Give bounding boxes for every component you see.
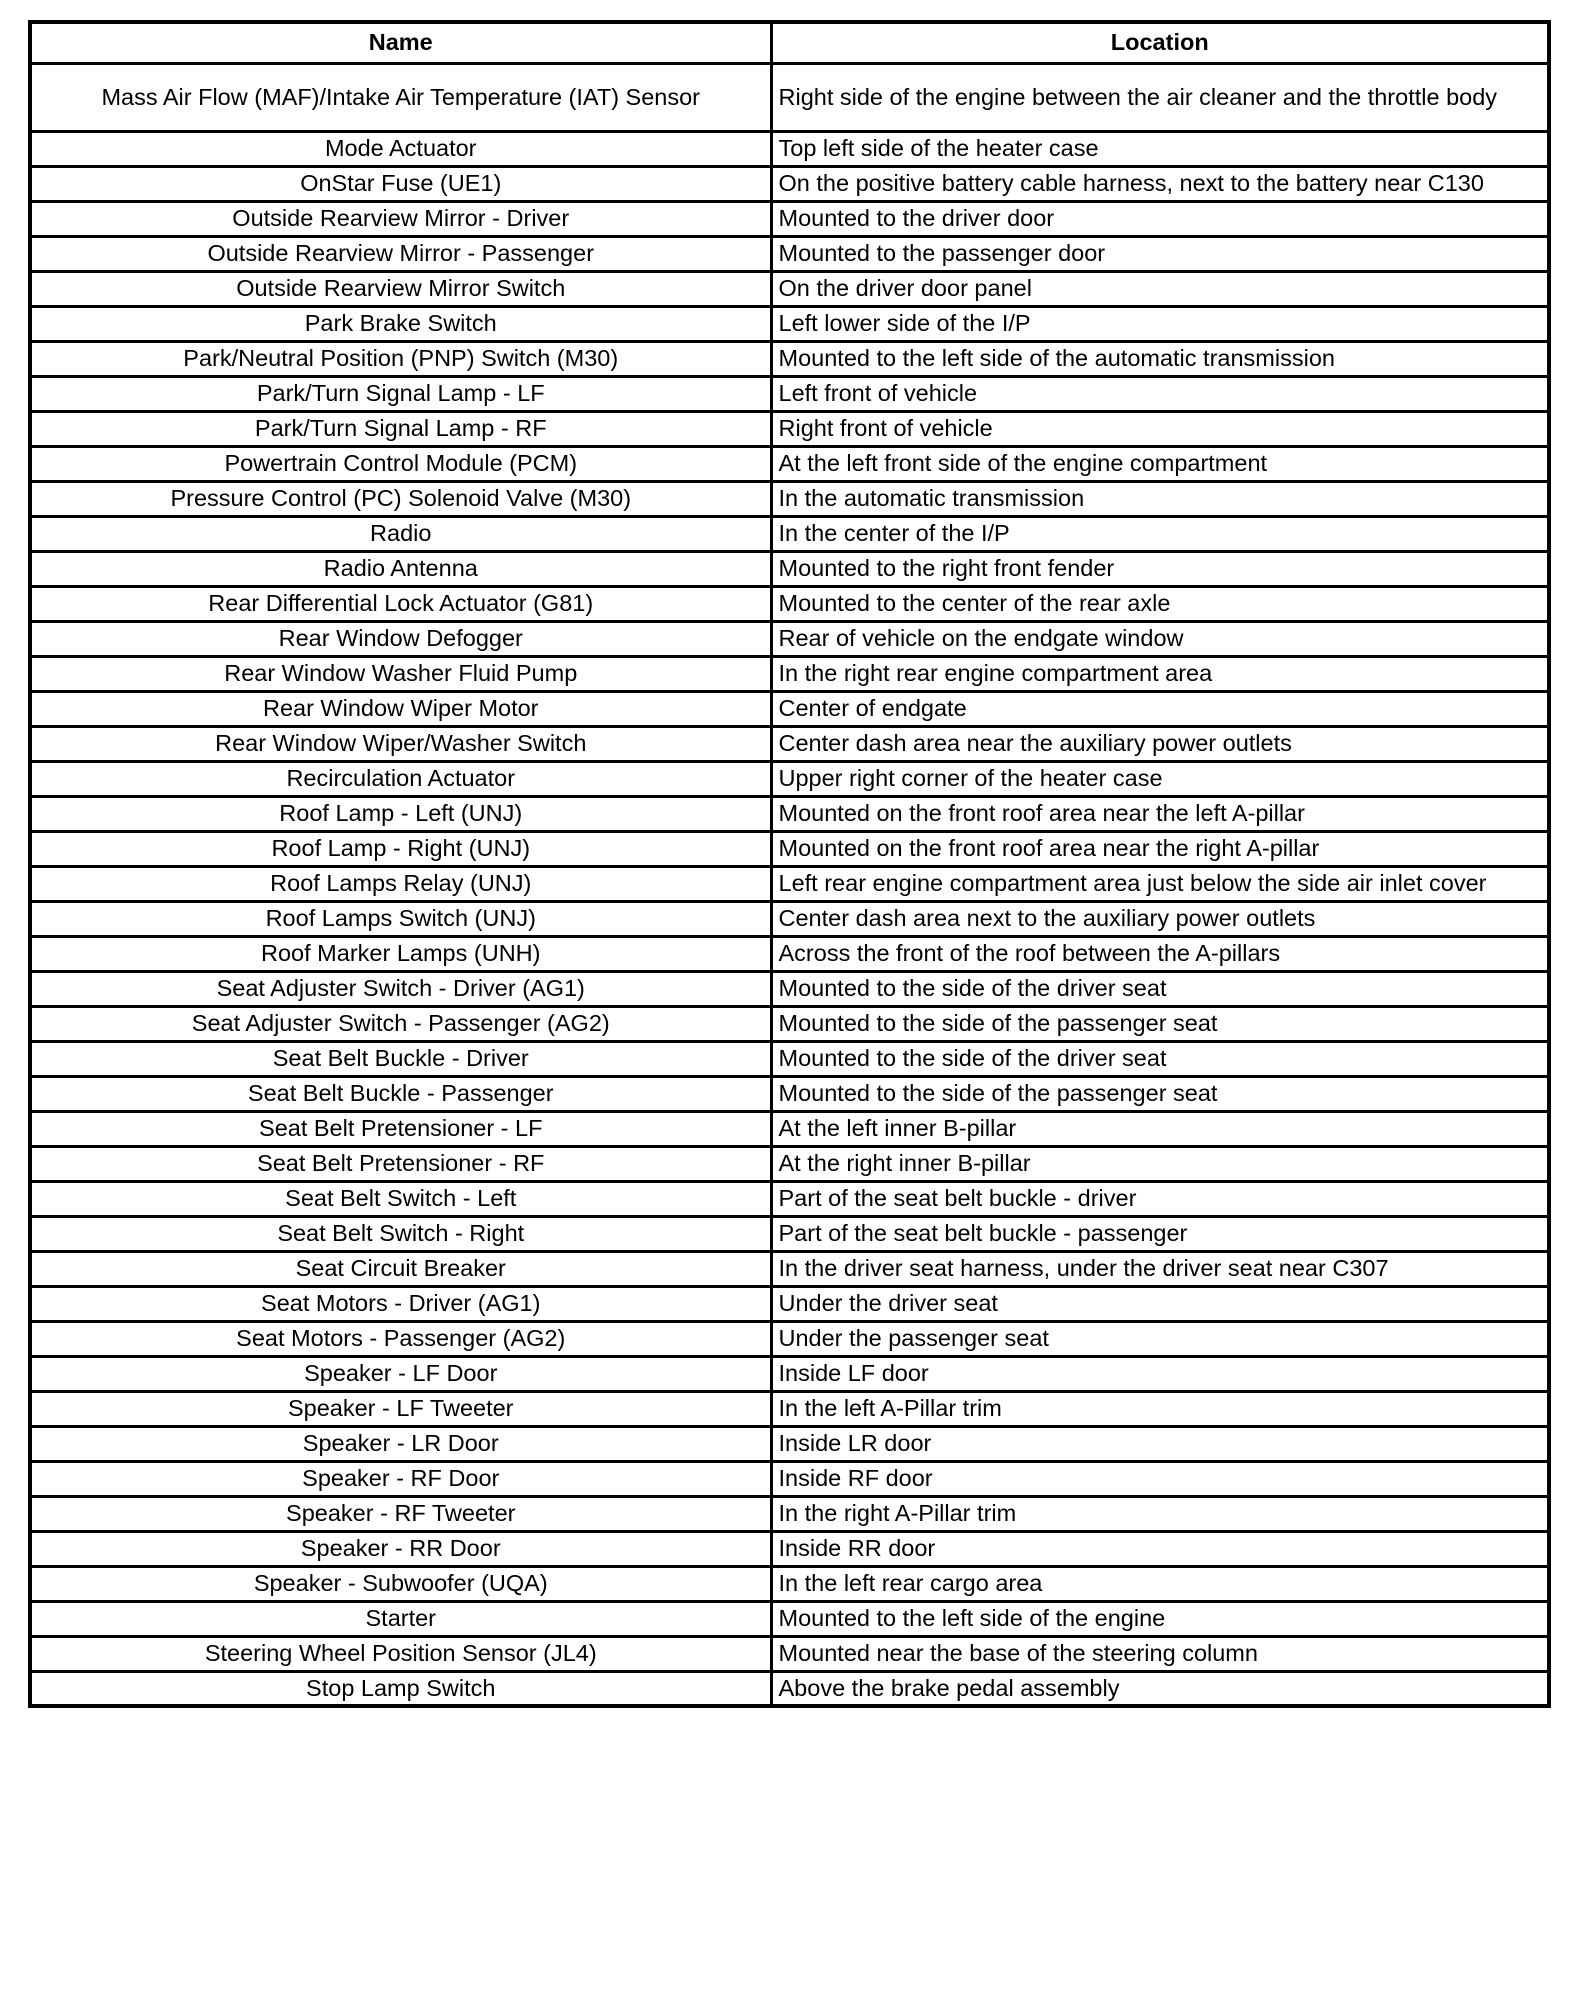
table-row bbox=[30, 1041, 1549, 1076]
component-location-cell: Center dash area near the auxiliary power outlets bbox=[771, 726, 1549, 761]
component-location-cell: Across the front of the roof between the A-pillars bbox=[771, 936, 1549, 971]
column-header-name: Name bbox=[30, 22, 771, 63]
component-name-cell: Steering Wheel Position Sensor (JL4) bbox=[30, 1636, 771, 1671]
table-row bbox=[30, 971, 1549, 1006]
component-name-cell: Roof Lamp - Left (UNJ) bbox=[30, 796, 771, 831]
component-name-cell: Seat Belt Buckle - Passenger bbox=[30, 1076, 771, 1111]
table-row bbox=[30, 1601, 1549, 1636]
table-row bbox=[30, 446, 1549, 481]
component-location-cell: Under the driver seat bbox=[771, 1286, 1549, 1321]
component-location-cell: Inside LF door bbox=[771, 1356, 1549, 1391]
component-location-cell: Right front of vehicle bbox=[771, 411, 1549, 446]
component-location-cell: Mounted to the side of the driver seat bbox=[771, 1041, 1549, 1076]
table-row bbox=[30, 271, 1549, 306]
table-row bbox=[30, 1286, 1549, 1321]
component-name-cell: Seat Belt Pretensioner - LF bbox=[30, 1111, 771, 1146]
component-name-cell: Radio bbox=[30, 516, 771, 551]
component-name-cell: Seat Belt Switch - Left bbox=[30, 1181, 771, 1216]
table-body bbox=[30, 63, 1549, 1706]
component-name-cell: Rear Window Defogger bbox=[30, 621, 771, 656]
component-name-cell: Powertrain Control Module (PCM) bbox=[30, 446, 771, 481]
component-location-cell: Mounted on the front roof area near the right A-pillar bbox=[771, 831, 1549, 866]
component-name-cell: Rear Window Washer Fluid Pump bbox=[30, 656, 771, 691]
table-row bbox=[30, 481, 1549, 516]
component-name-cell: Pressure Control (PC) Solenoid Valve (M30) bbox=[30, 481, 771, 516]
table-row bbox=[30, 586, 1549, 621]
table-row bbox=[30, 376, 1549, 411]
component-location-cell: Left lower side of the I/P bbox=[771, 306, 1549, 341]
component-location-cell: Mounted to the right front fender bbox=[771, 551, 1549, 586]
component-name-cell: OnStar Fuse (UE1) bbox=[30, 166, 771, 201]
component-name-cell: Seat Belt Pretensioner - RF bbox=[30, 1146, 771, 1181]
component-name-cell: Mode Actuator bbox=[30, 131, 771, 166]
table-row bbox=[30, 551, 1549, 586]
table-row bbox=[30, 656, 1549, 691]
component-location-cell: Mounted to the passenger door bbox=[771, 236, 1549, 271]
component-location-cell: Right side of the engine between the air cleaner and the throttle body bbox=[771, 63, 1549, 131]
component-location-cell: Left front of vehicle bbox=[771, 376, 1549, 411]
table-row bbox=[30, 1111, 1549, 1146]
column-header-location: Location bbox=[771, 22, 1549, 63]
table-row bbox=[30, 411, 1549, 446]
component-name-cell: Speaker - Subwoofer (UQA) bbox=[30, 1566, 771, 1601]
component-location-cell: In the left A-Pillar trim bbox=[771, 1391, 1549, 1426]
component-location-cell: Mounted to the side of the driver seat bbox=[771, 971, 1549, 1006]
table-row bbox=[30, 726, 1549, 761]
component-name-cell: Rear Window Wiper/Washer Switch bbox=[30, 726, 771, 761]
component-name-cell: Speaker - RF Tweeter bbox=[30, 1496, 771, 1531]
component-location-cell: Under the passenger seat bbox=[771, 1321, 1549, 1356]
table-row bbox=[30, 201, 1549, 236]
component-name-cell: Outside Rearview Mirror - Driver bbox=[30, 201, 771, 236]
component-location-cell: In the right rear engine compartment area bbox=[771, 656, 1549, 691]
component-location-cell: Center dash area next to the auxiliary power outlets bbox=[771, 901, 1549, 936]
table-row bbox=[30, 1356, 1549, 1391]
component-location-cell: In the driver seat harness, under the driver seat near C307 bbox=[771, 1251, 1549, 1286]
component-location-cell: Part of the seat belt buckle - passenger bbox=[771, 1216, 1549, 1251]
component-name-cell: Outside Rearview Mirror Switch bbox=[30, 271, 771, 306]
table-row bbox=[30, 1531, 1549, 1566]
table-row bbox=[30, 1076, 1549, 1111]
component-location-cell: Mounted to the driver door bbox=[771, 201, 1549, 236]
document-page bbox=[28, 20, 1547, 1708]
component-location-cell: On the driver door panel bbox=[771, 271, 1549, 306]
component-name-cell: Roof Lamps Relay (UNJ) bbox=[30, 866, 771, 901]
component-location-cell: On the positive battery cable harness, next to the battery near C130 bbox=[771, 166, 1549, 201]
component-name-cell: Speaker - LF Door bbox=[30, 1356, 771, 1391]
table-row bbox=[30, 1496, 1549, 1531]
component-location-cell: In the left rear cargo area bbox=[771, 1566, 1549, 1601]
table-row bbox=[30, 1146, 1549, 1181]
table-row bbox=[30, 1566, 1549, 1601]
component-name-cell: Rear Window Wiper Motor bbox=[30, 691, 771, 726]
component-location-cell: In the right A-Pillar trim bbox=[771, 1496, 1549, 1531]
component-location-cell: Mounted to the left side of the automatic transmission bbox=[771, 341, 1549, 376]
table-row bbox=[30, 796, 1549, 831]
component-name-cell: Speaker - LF Tweeter bbox=[30, 1391, 771, 1426]
component-location-cell: Mounted to the center of the rear axle bbox=[771, 586, 1549, 621]
table-row bbox=[30, 761, 1549, 796]
table-row bbox=[30, 901, 1549, 936]
table-row bbox=[30, 63, 1549, 131]
table-row bbox=[30, 516, 1549, 551]
component-name-cell: Seat Belt Switch - Right bbox=[30, 1216, 771, 1251]
component-location-cell: Mounted to the left side of the engine bbox=[771, 1601, 1549, 1636]
component-location-cell: At the left front side of the engine compartment bbox=[771, 446, 1549, 481]
component-location-cell: Left rear engine compartment area just below the side air inlet cover bbox=[771, 866, 1549, 901]
table-row bbox=[30, 1671, 1549, 1706]
component-name-cell: Seat Motors - Driver (AG1) bbox=[30, 1286, 771, 1321]
component-location-cell: At the right inner B-pillar bbox=[771, 1146, 1549, 1181]
component-location-cell: Above the brake pedal assembly bbox=[771, 1671, 1549, 1706]
component-location-cell: Mounted near the base of the steering column bbox=[771, 1636, 1549, 1671]
component-location-table bbox=[28, 20, 1551, 1708]
component-name-cell: Mass Air Flow (MAF)/Intake Air Temperature (IAT) Sensor bbox=[30, 63, 771, 131]
component-name-cell: Roof Lamp - Right (UNJ) bbox=[30, 831, 771, 866]
table-row bbox=[30, 306, 1549, 341]
table-row bbox=[30, 1006, 1549, 1041]
component-name-cell: Recirculation Actuator bbox=[30, 761, 771, 796]
component-name-cell: Park/Neutral Position (PNP) Switch (M30) bbox=[30, 341, 771, 376]
component-name-cell: Park/Turn Signal Lamp - RF bbox=[30, 411, 771, 446]
table-row bbox=[30, 831, 1549, 866]
component-location-cell: Top left side of the heater case bbox=[771, 131, 1549, 166]
component-location-cell: Inside LR door bbox=[771, 1426, 1549, 1461]
table-row bbox=[30, 1251, 1549, 1286]
table-row bbox=[30, 1321, 1549, 1356]
component-name-cell: Park Brake Switch bbox=[30, 306, 771, 341]
component-location-cell: Center of endgate bbox=[771, 691, 1549, 726]
table-row bbox=[30, 691, 1549, 726]
table-row bbox=[30, 1636, 1549, 1671]
component-name-cell: Speaker - LR Door bbox=[30, 1426, 771, 1461]
component-location-cell: Inside RF door bbox=[771, 1461, 1549, 1496]
component-location-cell: Mounted on the front roof area near the left A-pillar bbox=[771, 796, 1549, 831]
component-location-cell: In the center of the I/P bbox=[771, 516, 1549, 551]
component-name-cell: Seat Adjuster Switch - Driver (AG1) bbox=[30, 971, 771, 1006]
component-name-cell: Starter bbox=[30, 1601, 771, 1636]
component-name-cell: Speaker - RF Door bbox=[30, 1461, 771, 1496]
table-row bbox=[30, 166, 1549, 201]
component-name-cell: Roof Marker Lamps (UNH) bbox=[30, 936, 771, 971]
component-name-cell: Seat Circuit Breaker bbox=[30, 1251, 771, 1286]
component-name-cell: Stop Lamp Switch bbox=[30, 1671, 771, 1706]
table-row bbox=[30, 1216, 1549, 1251]
component-location-cell: Rear of vehicle on the endgate window bbox=[771, 621, 1549, 656]
component-location-cell: Mounted to the side of the passenger seat bbox=[771, 1006, 1549, 1041]
table-row bbox=[30, 621, 1549, 656]
component-location-cell: Inside RR door bbox=[771, 1531, 1549, 1566]
component-location-cell: Part of the seat belt buckle - driver bbox=[771, 1181, 1549, 1216]
component-name-cell: Park/Turn Signal Lamp - LF bbox=[30, 376, 771, 411]
component-location-cell: Upper right corner of the heater case bbox=[771, 761, 1549, 796]
table-row bbox=[30, 131, 1549, 166]
component-name-cell: Speaker - RR Door bbox=[30, 1531, 771, 1566]
table-row bbox=[30, 1426, 1549, 1461]
component-name-cell: Outside Rearview Mirror - Passenger bbox=[30, 236, 771, 271]
component-name-cell: Rear Differential Lock Actuator (G81) bbox=[30, 586, 771, 621]
component-name-cell: Radio Antenna bbox=[30, 551, 771, 586]
table-row bbox=[30, 1181, 1549, 1216]
component-name-cell: Roof Lamps Switch (UNJ) bbox=[30, 901, 771, 936]
table-row bbox=[30, 341, 1549, 376]
table-row bbox=[30, 236, 1549, 271]
component-name-cell: Seat Motors - Passenger (AG2) bbox=[30, 1321, 771, 1356]
component-name-cell: Seat Belt Buckle - Driver bbox=[30, 1041, 771, 1076]
component-name-cell: Seat Adjuster Switch - Passenger (AG2) bbox=[30, 1006, 771, 1041]
table-row bbox=[30, 936, 1549, 971]
table-row bbox=[30, 866, 1549, 901]
table-header-row bbox=[30, 22, 1549, 63]
component-location-cell: At the left inner B-pillar bbox=[771, 1111, 1549, 1146]
table-row bbox=[30, 1391, 1549, 1426]
table-row bbox=[30, 1461, 1549, 1496]
component-location-cell: Mounted to the side of the passenger seat bbox=[771, 1076, 1549, 1111]
component-location-cell: In the automatic transmission bbox=[771, 481, 1549, 516]
